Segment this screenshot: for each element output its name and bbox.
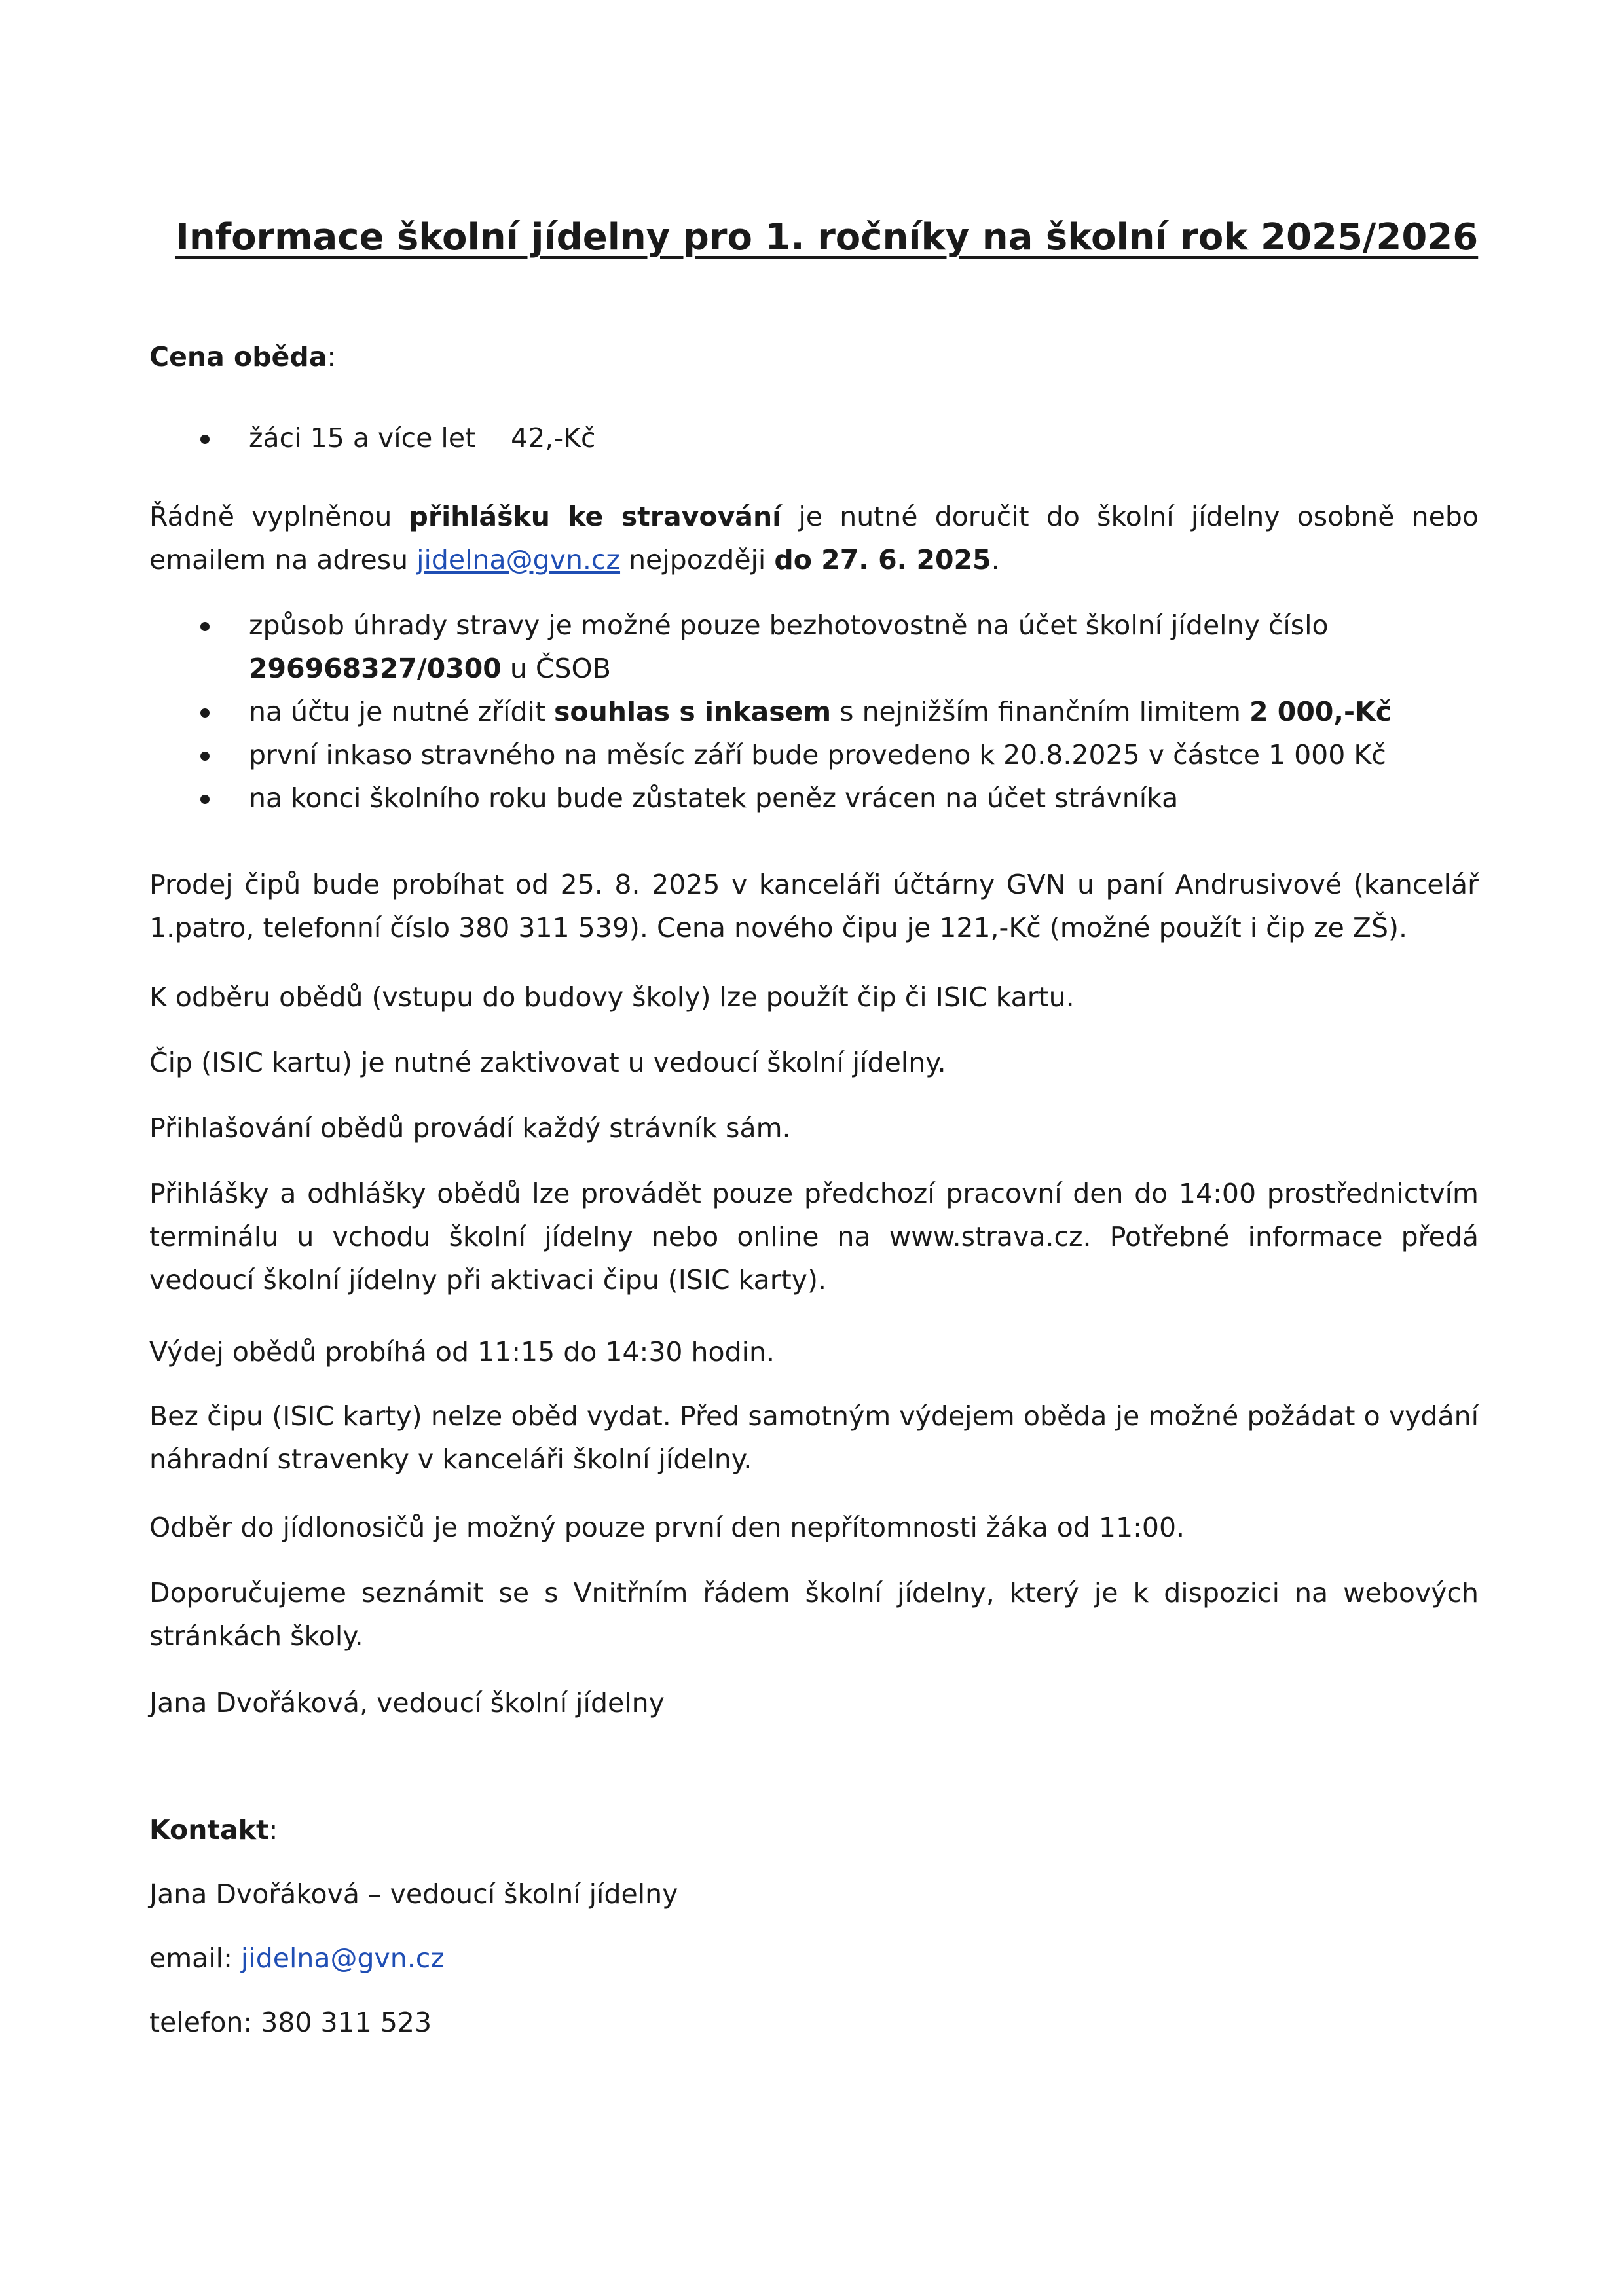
contact-phone: telefon: 380 311 523: [149, 2007, 432, 2038]
activation-paragraph: Čip (ISIC kartu) je nutné zaktivovat u vedoucí školní jídelny.: [149, 1047, 946, 1078]
bullet-icon: [200, 752, 210, 761]
contact-heading-suffix: :: [268, 1814, 278, 1846]
application-text: je nutné doručit do školní jídelny osobně nebo emailem na adresu: [149, 501, 1479, 575]
contact-email: [149, 1937, 1479, 1980]
price-item-label: žáci 15 a více let: [249, 422, 476, 454]
payment-item: [196, 776, 1493, 820]
payment-item: [196, 604, 1493, 690]
payment-list: [196, 604, 1493, 820]
payment-text: způsob úhrady stravy je možné pouze bezhotovostně na účet školní jídelny číslo: [249, 610, 1329, 641]
price-item-value: 42,-Kč: [511, 422, 596, 454]
application-form-label: přihlášku ke stravování: [409, 501, 782, 532]
price-list: [196, 416, 1493, 460]
payment-text: první inkaso stravného na měsíc září bude provedeno k 20.8.2025 v částce 1 000 Kč: [249, 739, 1386, 771]
debit-limit: 2 000,-Kč: [1249, 696, 1392, 727]
price-item: [196, 416, 1493, 460]
payment-text: s nejnižším finančním limitem: [831, 696, 1249, 727]
contact-heading: [149, 1808, 1479, 1851]
account-number: 296968327/0300: [249, 653, 502, 684]
chips-sale-paragraph: Prodej čipů bude probíhat od 25. 8. 2025 v kanceláři účtárny GVN u paní Andrusivové (kancelář 1.patro, telefonní číslo 380 311 539). Cena nového čipu je 121,-Kč (možné použít i čip ze ZŠ).: [149, 869, 1479, 943]
document-title: Informace školní jídelny pro 1. ročníky na školní rok 2025/2026: [175, 216, 1479, 259]
bullet-icon: [200, 435, 210, 444]
usage-paragraph: K odběru obědů (vstupu do budovy školy) lze použít čip či ISIC kartu.: [149, 981, 1075, 1013]
no-chip-paragraph: Bez čipu (ISIC karty) nelze oběd vydat. Před samotným výdejem oběda je možné požádat o vydání náhradní stravenky v kanceláři školní jídelny.: [149, 1400, 1479, 1475]
bullet-icon: [200, 622, 210, 631]
price-heading-suffix: :: [327, 341, 337, 373]
payment-text: na účtu je nutné zřídit: [249, 696, 554, 727]
bullet-icon: [200, 795, 210, 804]
bullet-icon: [200, 708, 210, 718]
containers-paragraph: Odběr do jídlonosičů je možný pouze první den nepřítomnosti žáka od 11:00.: [149, 1512, 1185, 1543]
orders-paragraph: Přihlášky a odhlášky obědů lze provádět pouze předchozí pracovní den do 14:00 prostřednictvím terminálu u vchodu školní jídelny nebo online na www.strava.cz. Potřebné informace předá vedoucí školní jídelny při aktivaci čipu (ISIC karty).: [149, 1178, 1479, 1296]
price-heading: [149, 335, 1479, 378]
application-email-link[interactable]: jidelna@gvn.cz: [416, 544, 621, 575]
application-text: nejpozději: [620, 544, 775, 575]
contact-email-link[interactable]: jidelna@gvn.cz: [240, 1942, 445, 1974]
payment-item: [196, 733, 1493, 776]
payment-item: [196, 690, 1493, 733]
payment-text: na konci školního roku bude zůstatek peněz vrácen na účet strávníka: [249, 782, 1179, 814]
application-deadline: do 27. 6. 2025: [774, 544, 991, 575]
contact-email-label: email:: [149, 1942, 241, 1974]
application-paragraph: [149, 495, 1479, 581]
price-heading-label: Cena oběda: [149, 341, 327, 373]
contact-heading-label: Kontakt: [149, 1814, 269, 1846]
direct-debit-consent: souhlas s inkasem: [554, 696, 832, 727]
application-text: Řádně vyplněnou: [149, 501, 409, 532]
contact-person: Jana Dvořáková – vedoucí školní jídelny: [149, 1878, 678, 1910]
rules-paragraph: Doporučujeme seznámit se s Vnitřním řádem školní jídelny, který je k dispozici na webových stránkách školy.: [149, 1577, 1479, 1652]
payment-text: u ČSOB: [501, 653, 611, 684]
application-text: .: [991, 544, 1000, 575]
signature: Jana Dvořáková, vedoucí školní jídelny: [149, 1687, 665, 1719]
login-paragraph: Přihlašování obědů provádí každý strávník sám.: [149, 1112, 791, 1144]
serving-paragraph: Výdej obědů probíhá od 11:15 do 14:30 hodin.: [149, 1336, 775, 1368]
